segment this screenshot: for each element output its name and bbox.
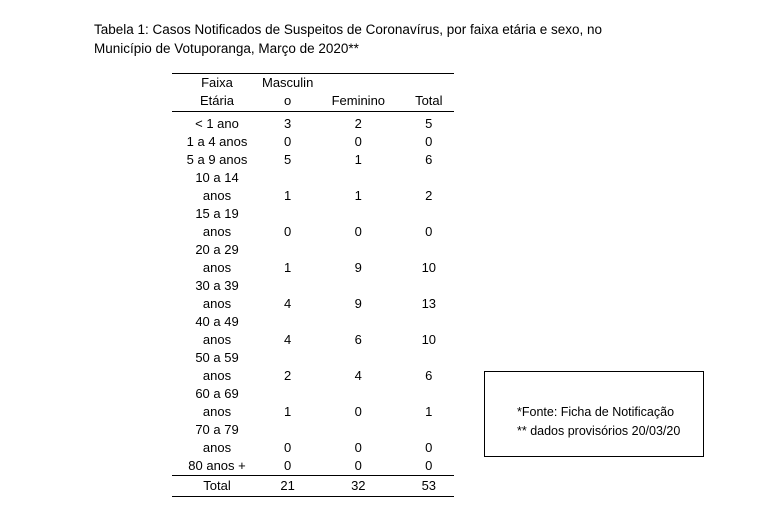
provisional-note: ** dados provisórios 20/03/20 [517, 424, 681, 438]
age-cell: 1 a 4 anos [186, 134, 248, 149]
age-line-1: 40 a 49 [195, 314, 239, 329]
cases-table [172, 73, 454, 497]
notes-box [484, 371, 704, 457]
header-row [172, 74, 454, 112]
male-cell: 1 [284, 404, 292, 419]
total-cell: 10 [421, 260, 437, 275]
table-row [172, 169, 454, 205]
age-line-2: anos [202, 440, 232, 455]
age-line-2: anos [202, 404, 232, 419]
age-cell: 5 a 9 anos [186, 152, 248, 167]
source-note: *Fonte: Ficha de Notificação [517, 405, 675, 419]
header-age-line-1: Faixa [201, 75, 233, 90]
total-cell: 1 [425, 404, 433, 419]
female-cell: 9 [354, 260, 362, 275]
male-cell: 0 [284, 440, 292, 455]
header-male-line-2: o [284, 93, 292, 108]
male-cell: 0 [284, 458, 292, 473]
total-row [172, 476, 454, 497]
table-row [172, 277, 454, 313]
header-female: Feminino [313, 74, 403, 112]
total-cell: 0 [425, 440, 433, 455]
total-cell: 5 [425, 116, 433, 131]
female-cell: 6 [354, 332, 362, 347]
caption-line-1: Tabela 1: Casos Notificados de Suspeitos de Coronavírus, por faixa etária e sexo, no [94, 22, 603, 37]
table-row [172, 112, 454, 134]
age-line-2: anos [202, 368, 232, 383]
total-male: 21 [262, 476, 313, 497]
table-caption [94, 20, 654, 58]
header-total: Total [403, 74, 454, 112]
total-female: 32 [313, 476, 403, 497]
female-cell: 4 [354, 368, 362, 383]
table-row [172, 151, 454, 169]
age-line-1: 15 a 19 [195, 206, 239, 221]
age-cell: < 1 ano [195, 116, 239, 131]
table-row [172, 457, 454, 476]
female-cell: 2 [354, 116, 362, 131]
total-cell: 6 [425, 152, 433, 167]
female-cell: 1 [354, 188, 362, 203]
age-line-2: anos [202, 188, 232, 203]
table-row [172, 133, 454, 151]
age-line-2: anos [202, 260, 232, 275]
age-cell [172, 421, 262, 457]
age-line-1: 30 a 39 [195, 278, 239, 293]
total-cell: 0 [425, 224, 433, 239]
total-label: Total [172, 476, 262, 497]
table-row [172, 421, 454, 457]
age-cell [172, 385, 262, 421]
total-cell: 0 [425, 134, 433, 149]
female-cell: 0 [354, 224, 362, 239]
female-cell: 9 [354, 296, 362, 311]
male-cell: 3 [284, 116, 292, 131]
table-row [172, 385, 454, 421]
header-age-line-2: Etária [200, 93, 234, 108]
male-cell: 2 [284, 368, 292, 383]
age-cell [172, 277, 262, 313]
age-line-2: anos [202, 296, 232, 311]
female-cell: 0 [354, 440, 362, 455]
age-cell [172, 169, 262, 205]
male-cell: 1 [284, 188, 292, 203]
female-cell: 0 [354, 404, 362, 419]
age-cell [172, 349, 262, 385]
header-male [262, 74, 313, 112]
age-line-1: 10 a 14 [195, 170, 239, 185]
caption-line-2: Município de Votuporanga, Março de 2020** [94, 41, 359, 56]
age-line-2: anos [202, 332, 232, 347]
male-cell: 5 [284, 152, 292, 167]
female-cell: 0 [354, 458, 362, 473]
table-row [172, 205, 454, 241]
age-line-1: 60 a 69 [195, 386, 239, 401]
male-cell: 4 [284, 332, 292, 347]
total-cell: 13 [421, 296, 437, 311]
total-cell: 6 [425, 368, 433, 383]
table-row [172, 241, 454, 277]
male-cell: 1 [284, 260, 292, 275]
female-cell: 0 [354, 134, 362, 149]
total-cell: 0 [425, 458, 433, 473]
female-cell: 1 [354, 152, 362, 167]
age-cell [172, 313, 262, 349]
male-cell: 4 [284, 296, 292, 311]
age-line-1: 20 a 29 [195, 242, 239, 257]
header-age-group [172, 74, 262, 112]
total-cell: 2 [425, 188, 433, 203]
table-row [172, 349, 454, 385]
age-line-1: 50 a 59 [195, 350, 239, 365]
age-cell [172, 241, 262, 277]
total-cell: 10 [421, 332, 437, 347]
age-cell: 80 anos + [188, 458, 246, 473]
male-cell: 0 [284, 134, 292, 149]
age-line-1: 70 a 79 [195, 422, 239, 437]
age-cell [172, 205, 262, 241]
age-line-2: anos [202, 224, 232, 239]
total-overall: 53 [403, 476, 454, 497]
table-row [172, 313, 454, 349]
header-male-line-1: Masculin [262, 75, 314, 90]
male-cell: 0 [284, 224, 292, 239]
